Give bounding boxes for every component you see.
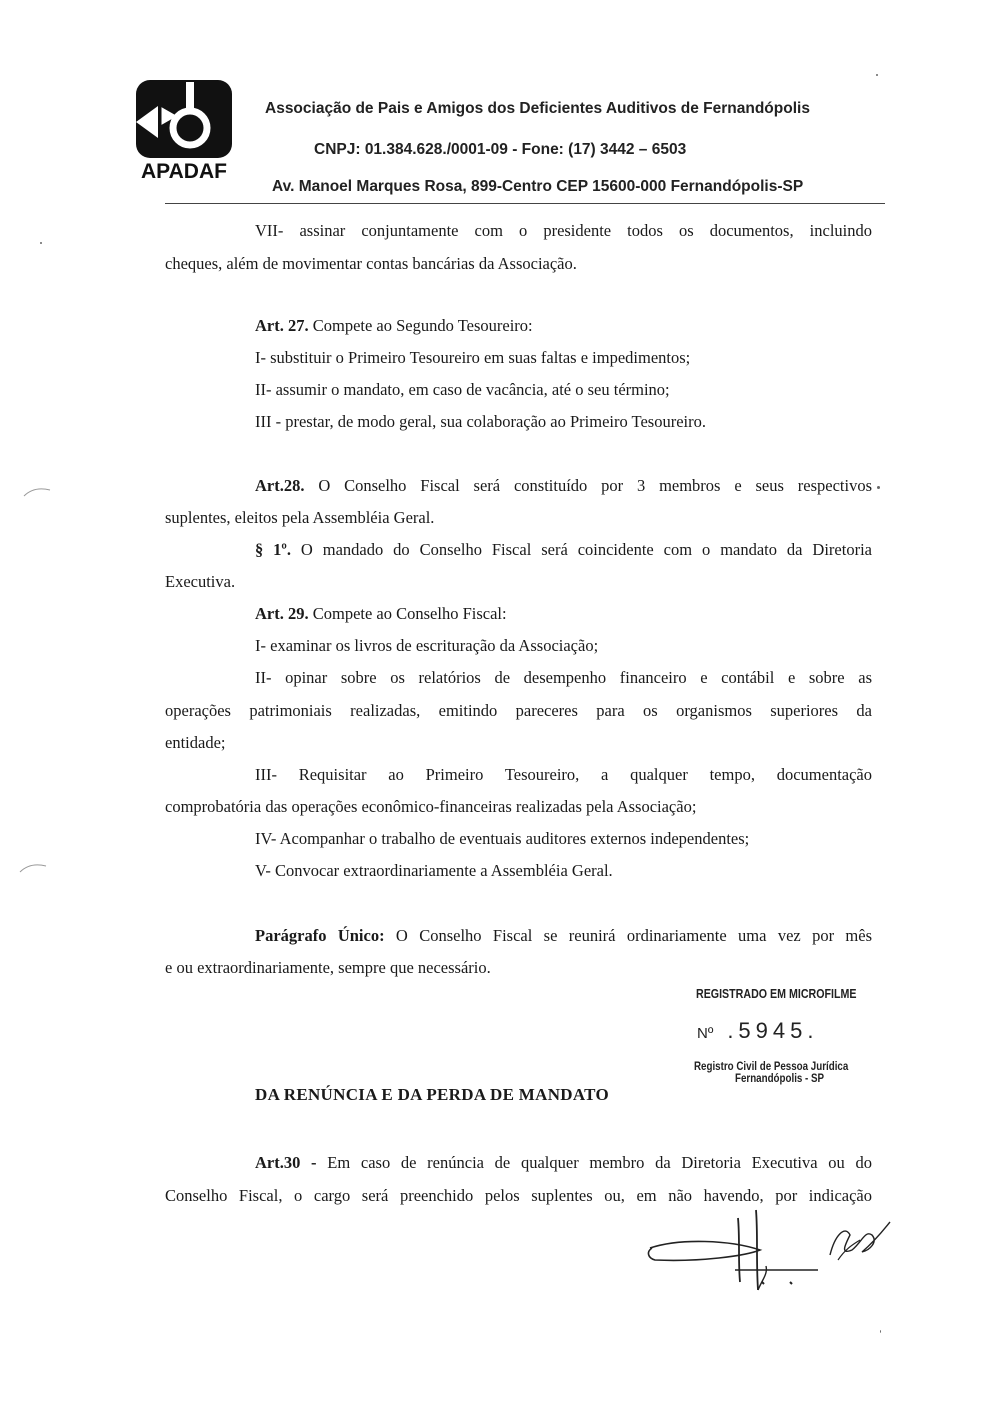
section-heading: DA RENÚNCIA E DA PERDA DE MANDATO [255,1085,610,1104]
art-28: Art.28. O Conselho Fiscal será constituído por 3 membros e seus respectivos [255,476,872,495]
art-28-par-1-cont: Executiva. [165,572,236,591]
cnpj-phone: CNPJ: 01.384.628./0001-09 - Fone: (17) 3442 – 6503 [314,141,687,158]
org-name: Associação de Pais e Amigos dos Deficientes Auditivos de Fernandópolis [265,100,810,117]
art-29-i: I- examinar os livros de escrituração da Associação; [255,636,599,655]
scan-speck [880,1330,881,1333]
art-29-v: V- Convocar extraordinariamente a Assembléia Geral. [255,861,613,880]
art-27-ii: II- assumir o mandato, em caso de vacância, até o seu término; [255,380,670,399]
paragrafo-unico: Parágrafo Único: O Conselho Fiscal se reunirá ordinariamente uma vez por mês [255,926,872,945]
art-27-iii: III - prestar, de modo geral, sua colaboração ao Primeiro Tesoureiro. [255,412,706,431]
microfilm-stamp-title: REGISTRADO EM MICROFILME [696,986,857,1001]
art-29-iii-cont: comprobatória das operações econômico-financeiras realizadas pela Associação; [165,797,697,816]
art-29-iii: III- Requisitar ao Primeiro Tesoureiro, a qualquer tempo, documentação [255,765,872,784]
art-28-par-1: § 1º. O mandado do Conselho Fiscal será coincidente com o mandato da Diretoria [255,540,872,559]
art-30-cont: Conselho Fiscal, o cargo será preenchido pelos suplentes ou, em não havendo, por indicação [165,1186,872,1205]
art-29-ii-cont: operações patrimoniais realizadas, emitindo pareceres para os organismos superiores da [165,701,872,720]
hole-punch-mark [22,486,52,498]
handwritten-signatures [640,1200,900,1310]
art-27-i: I- substituir o Primeiro Tesoureiro em suas faltas e impedimentos; [255,348,691,367]
art-29: Art. 29. Compete ao Conselho Fiscal: [255,604,507,623]
art-29-ii: II- opinar sobre os relatórios de desempenho financeiro e contábil e sobre as [255,668,872,687]
scan-speck [40,242,42,244]
scan-speck [877,486,880,489]
hole-punch-mark [18,862,48,874]
scan-speck [876,74,878,76]
art-30: Art.30 - Em caso de renúncia de qualquer membro da Diretoria Executiva ou do [255,1153,872,1172]
apadaf-logo [128,78,240,182]
item-vii: VII- assinar conjuntamente com o presidente todos os documentos, incluindo [255,221,872,240]
registry-line-1: Registro Civil de Pessoa Jurídica [694,1061,849,1073]
address: Av. Manoel Marques Rosa, 899-Centro CEP 15600-000 Fernandópolis-SP [272,178,804,195]
art-29-iv: IV- Acompanhar o trabalho de eventuais auditores externos independentes; [255,829,750,848]
art-27: Art. 27. Compete ao Segundo Tesoureiro: [255,316,533,335]
item-vii-cont: cheques, além de movimentar contas bancárias da Associação. [165,254,577,273]
registry-line-2: Fernandópolis - SP [735,1073,825,1085]
paragrafo-unico-cont: e ou extraordinariamente, sempre que necessário. [165,958,491,977]
logo-text: APADAF [141,160,227,182]
art-29-ii-end: entidade; [165,733,226,752]
microfilm-stamp-number: Nº .5945. [697,1018,819,1043]
art-28-cont: suplentes, eleitos pela Assembléia Geral. [165,508,435,527]
header-divider [165,203,885,204]
